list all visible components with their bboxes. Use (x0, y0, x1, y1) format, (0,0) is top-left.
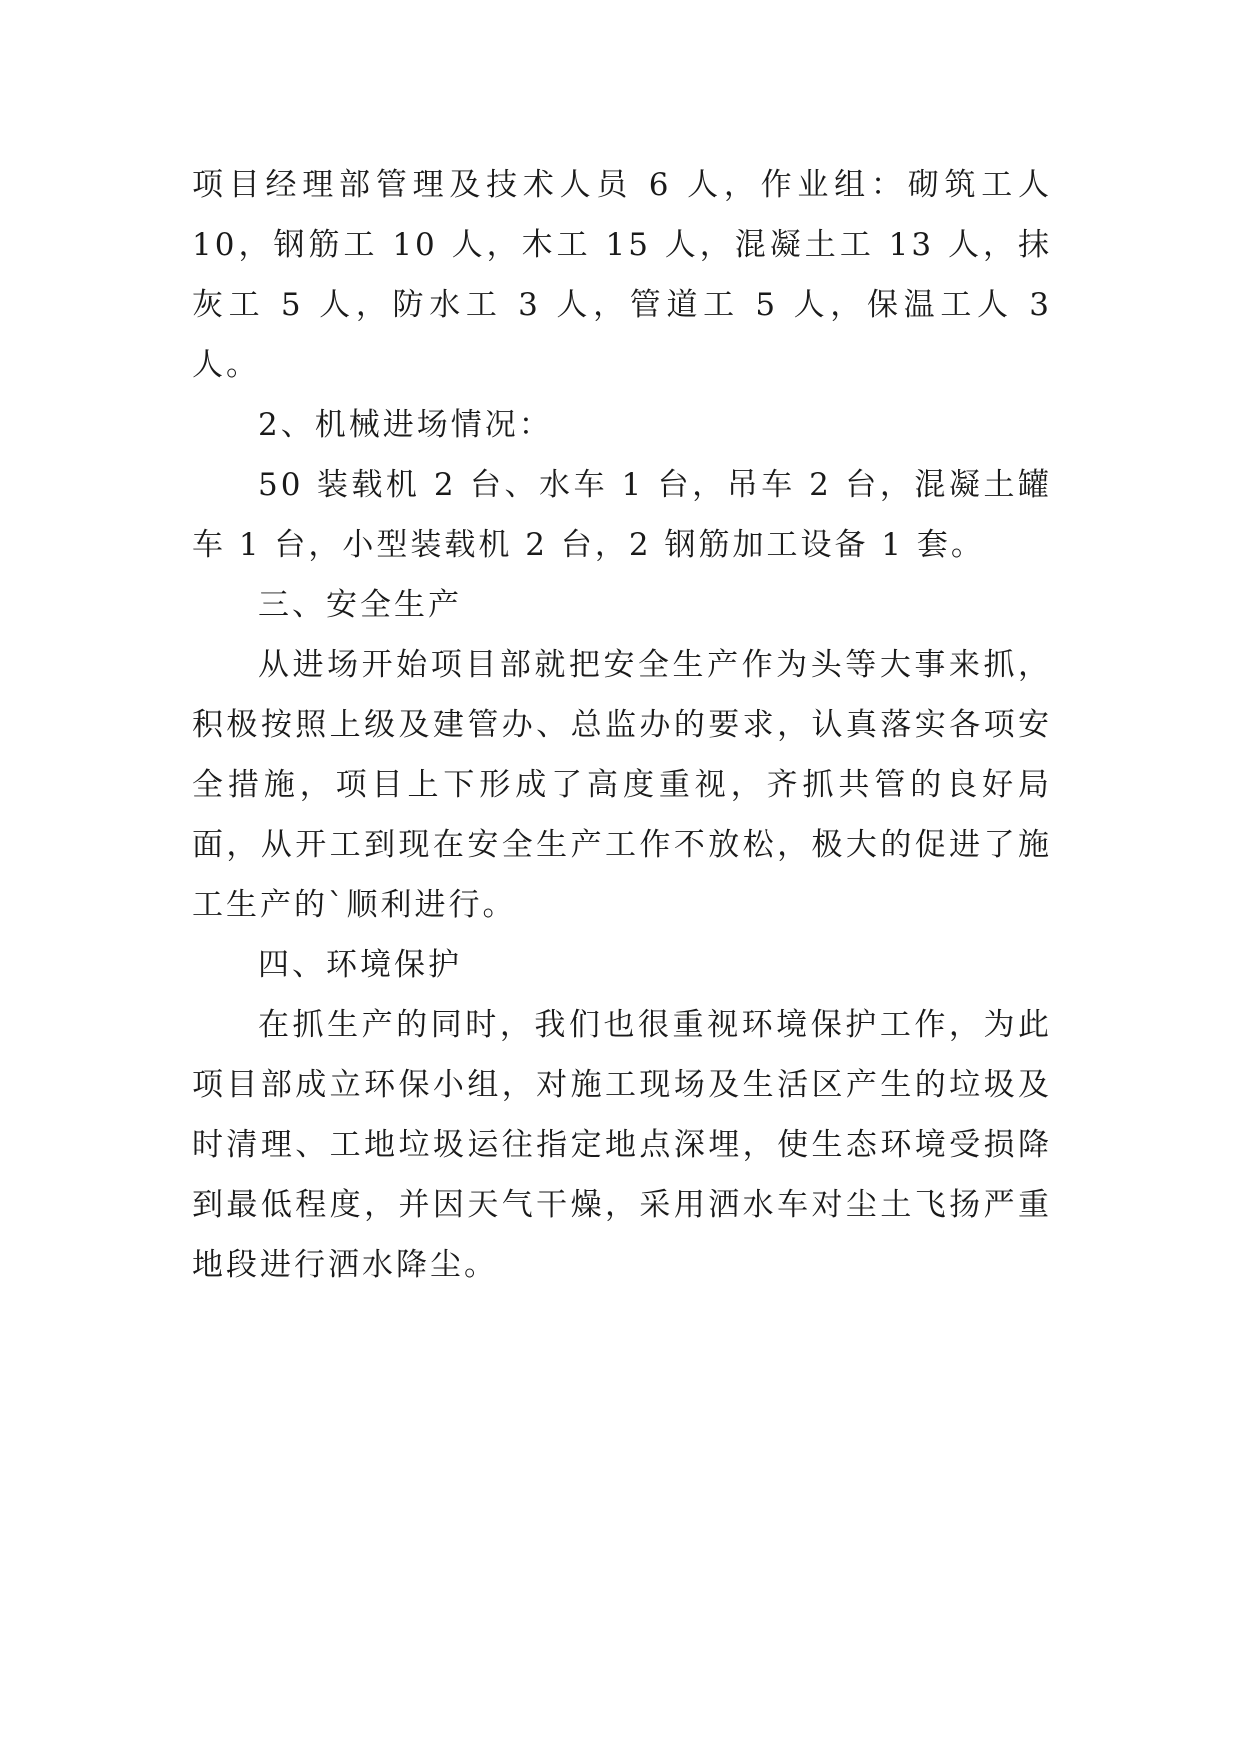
paragraph-staffing: 项目经理部管理及技术人员 6 人，作业组：砌筑工人 10，钢筋工 10 人，木工 15 人，混凝土工 13 人，抹灰工 5 人，防水工 3 人，管道工 5 人，保温工人 3 人。 (192, 167, 1052, 383)
heading-environment: 四、环境保护 (258, 947, 462, 983)
heading-safety: 三、安全生产 (258, 587, 462, 623)
heading-machinery: 2、机械进场情况： (258, 407, 553, 443)
document-body (192, 155, 1052, 1295)
paragraph-machinery: 50 装载机 2 台、水车 1 台，吊车 2 台，混凝土罐车 1 台，小型装载机 2 台，2 钢筋加工设备 1 套。 (192, 467, 1052, 563)
paragraph-safety: 从进场开始项目部就把安全生产作为头等大事来抓，积极按照上级及建管办、总监办的要求，认真落实各项安全措施，项目上下形成了高度重视，齐抓共管的良好局面，从开工到现在安全生产工作不放松，极大的促进了施工生产的`顺利进行。 (192, 647, 1052, 923)
paragraph-environment: 在抓生产的同时，我们也很重视环境保护工作，为此项目部成立环保小组，对施工现场及生活区产生的垃圾及时清理、工地垃圾运往指定地点深埋，使生态环境受损降到最低程度，并因天气干燥，采用洒水车对尘土飞扬严重地段进行洒水降尘。 (192, 1007, 1052, 1283)
